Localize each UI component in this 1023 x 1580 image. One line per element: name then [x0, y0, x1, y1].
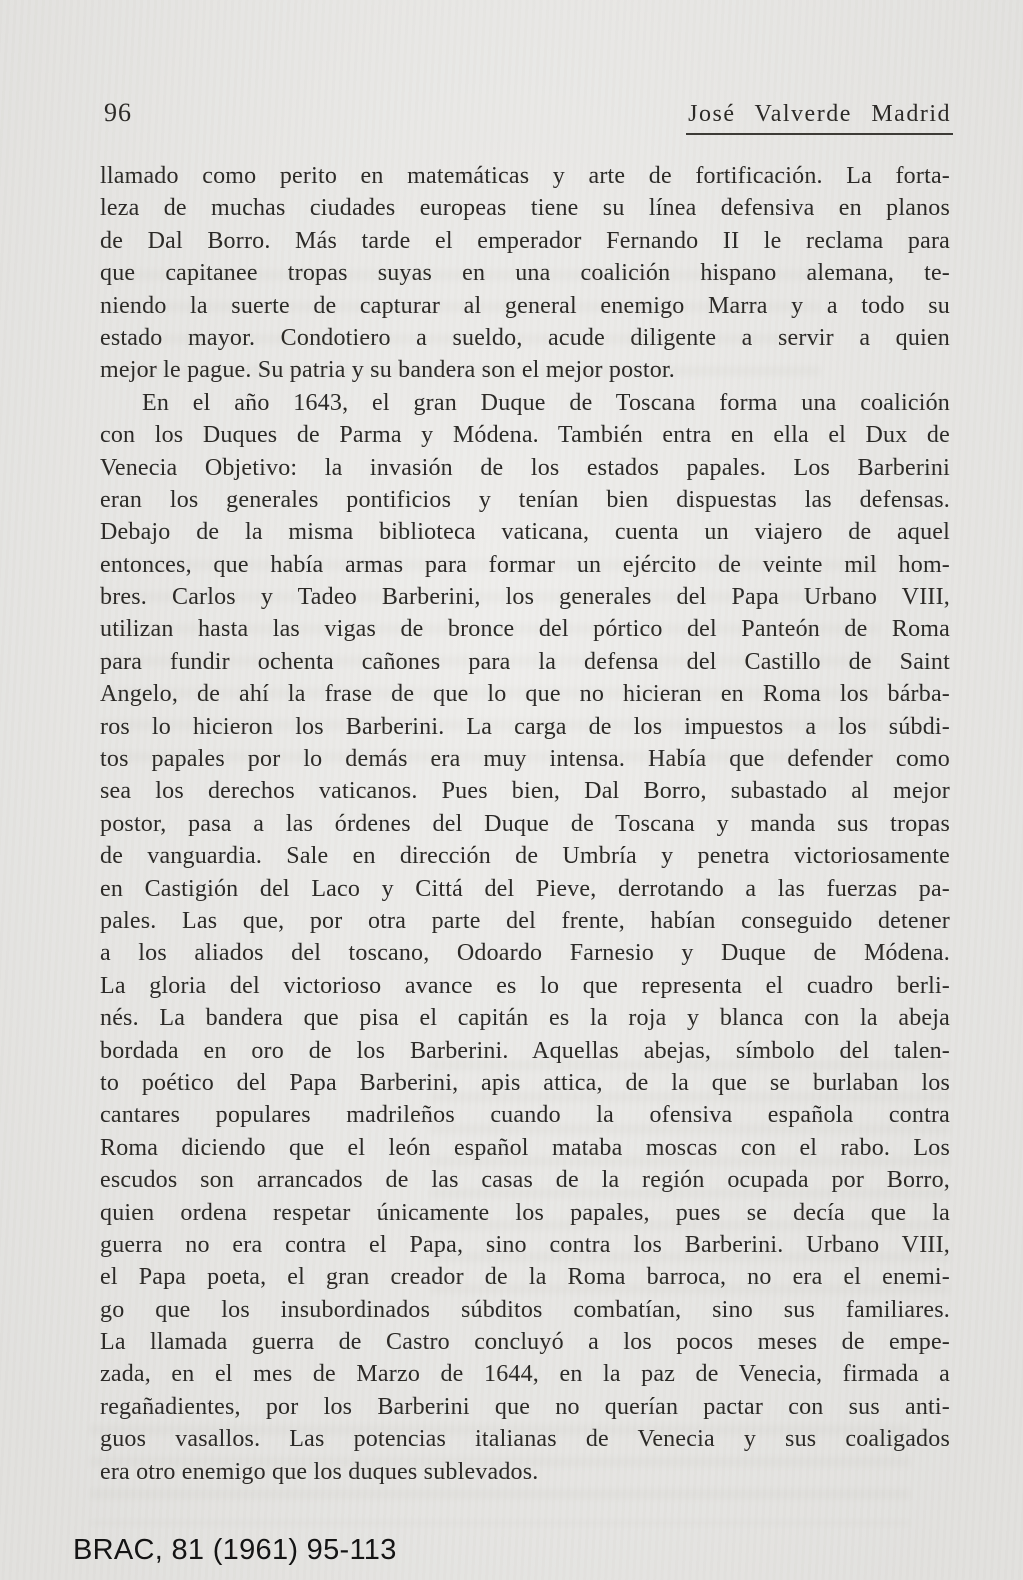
running-header-author: José Valverde Madrid [686, 101, 953, 135]
text-line: Debajo de la misma biblioteca vaticana, cuenta un viajero de aquel [100, 519, 950, 546]
text-line: era otro enemigo que los duques sublevados. [100, 1458, 539, 1485]
text-line: mejor le pague. Su patria y su bandera son el mejor postor. [100, 357, 675, 384]
text-line: a los aliados del toscano, Odoardo Farnesio y Duque de Módena. [100, 940, 950, 967]
text-line: ros lo hicieron los Barberini. La carga de los impuestos a los súbdi- [100, 713, 950, 740]
text-line: tos papales por lo demás era muy intensa. Había que defender como [100, 746, 950, 773]
text-line: de Dal Borro. Más tarde el emperador Fernando II le reclama para [100, 227, 950, 254]
text-line: bordada en oro de los Barberini. Aquellas abejas, símbolo del talen- [100, 1037, 950, 1064]
text-line: regañadientes, por los Barberini que no querían pactar con sus anti- [100, 1393, 950, 1420]
text-line: go que los insubordinados súbditos combatían, sino sus familiares. [100, 1296, 950, 1323]
text-line: en Castigión del Laco y Cittá del Pieve, derrotando a las fuerzas pa- [100, 875, 950, 902]
text-line: eran los generales pontificios y tenían bien dispuestas las defensas. [100, 486, 950, 513]
text-line: leza de muchas ciudades europeas tiene su línea defensiva en planos [100, 195, 950, 222]
text-line: entonces, que había armas para formar un ejército de veinte mil hom- [100, 551, 950, 578]
text-line: La gloria del victorioso avance es lo que representa el cuadro berli- [100, 972, 950, 999]
text-line: guos vasallos. Las potencias italianas de Venecia y sus coaligados [100, 1426, 950, 1453]
page-number: 96 [104, 98, 132, 127]
text-line: para fundir ochenta cañones para la defensa del Castillo de Saint [100, 648, 950, 675]
text-line: de vanguardia. Sale en dirección de Umbría y penetra victoriosamente [100, 843, 950, 870]
text-line: postor, pasa a las órdenes del Duque de Toscana y manda sus tropas [100, 810, 950, 837]
footer-citation: BRAC, 81 (1961) 95-113 [73, 1534, 397, 1566]
text-line: sea los derechos vaticanos. Pues bien, Dal Borro, subastado al mejor [100, 778, 950, 805]
text-line: to poético del Papa Barberini, apis attica, de la que se burlaban los [100, 1069, 950, 1096]
text-line: guerra no era contra el Papa, sino contra los Barberini. Urbano VIII, [100, 1231, 950, 1258]
text-line: utilizan hasta las vigas de bronce del pórtico del Panteón de Roma [100, 616, 950, 643]
text-line: niendo la suerte de capturar al general enemigo Marra y a todo su [100, 292, 950, 319]
text-line: La llamada guerra de Castro concluyó a los pocos meses de empe- [100, 1329, 950, 1356]
text-line: llamado como perito en matemáticas y arte de fortificación. La forta- [100, 163, 950, 189]
text-line: Angelo, de ahí la frase de que lo que no hicieran en Roma los bárba- [100, 681, 950, 708]
text-line: quien ordena respetar únicamente los papales, pues se decía que la [100, 1199, 950, 1226]
text-line: Roma diciendo que el león español mataba moscas con el rabo. Los [100, 1134, 950, 1161]
page-header [104, 98, 953, 135]
text-line: que capitanee tropas suyas en una coalición hispano alemana, te- [100, 260, 950, 287]
text-line: cantares populares madrileños cuando la ofensiva española contra [100, 1102, 950, 1129]
text-line: con los Duques de Parma y Módena. También entra en ella el Dux de [100, 422, 950, 449]
text-line: En el año 1643, el gran Duque de Toscana forma una coalición [142, 389, 950, 416]
text-line: pales. Las que, por otra parte del frente, habían conseguido detener [100, 907, 950, 934]
text-line: zada, en el mes de Marzo de 1644, en la paz de Venecia, firmada a [100, 1361, 950, 1388]
body-text [100, 160, 950, 1488]
text-line: escudos son arrancados de las casas de la región ocupada por Borro, [100, 1167, 950, 1194]
text-line: estado mayor. Condotiero a sueldo, acude diligente a servir a quien [100, 324, 950, 351]
text-line: el Papa poeta, el gran creador de la Roma barroca, no era el enemi- [100, 1264, 950, 1291]
text-line: nés. La bandera que pisa el capitán es la roja y blanca con la abeja [100, 1005, 950, 1032]
text-line: Venecia Objetivo: la invasión de los estados papales. Los Barberini [100, 454, 950, 481]
text-line: bres. Carlos y Tadeo Barberini, los generales del Papa Urbano VIII, [100, 584, 950, 611]
